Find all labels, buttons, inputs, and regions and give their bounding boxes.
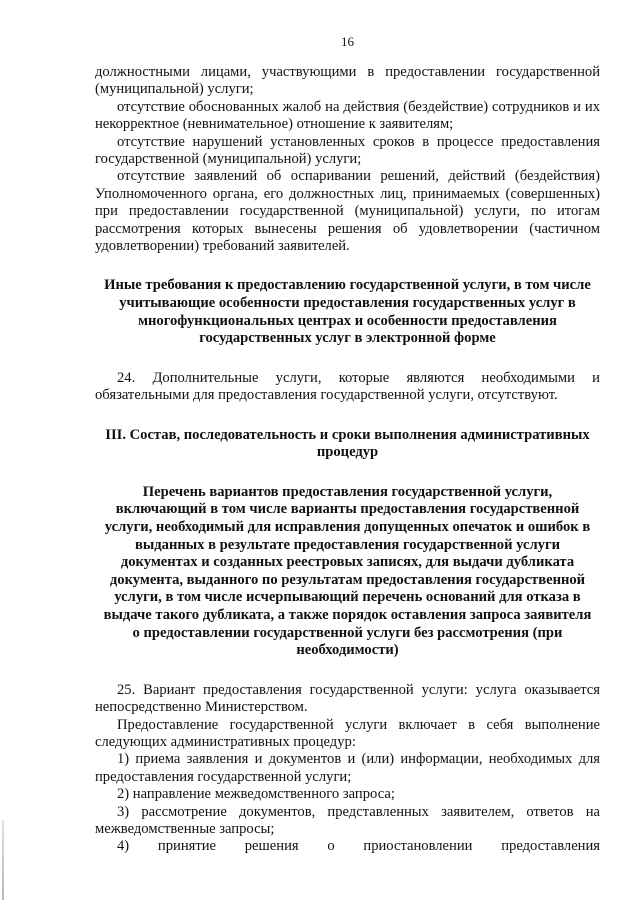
paragraph-item-24: 24. Дополнительные услуги, которые являются необходимыми и обязательными для предоставления государственной услуги, отсутствуют. <box>95 369 600 404</box>
paragraph-item-25: 25. Вариант предоставления государственной услуги: услуга оказывается непосредственно Министерством. <box>95 681 600 716</box>
procedure-item-2: 2) направление межведомственного запроса; <box>117 786 395 803</box>
paragraph-no-violations: отсутствие нарушений установленных сроков в процессе предоставления государственной (муниципальной) услуги; <box>95 133 600 168</box>
scan-edge-shadow <box>2 820 4 900</box>
page-number: 16 <box>341 34 354 49</box>
procedure-item-4: 4) принятие решения о приостановлении предоставления <box>117 838 600 855</box>
section-title-III: III. Состав, последовательность и сроки выполнения административных процедур <box>105 426 590 461</box>
procedure-item-3: 3) рассмотрение документов, представленных заявителем, ответов на межведомственные запросы; <box>95 803 600 838</box>
paragraph-no-complaints: отсутствие обоснованных жалоб на действия (бездействие) сотрудников и их некорректное (невнимательное) отношение к заявителям; <box>95 98 600 133</box>
paragraph-procedures-intro: Предоставление государственной услуги включает в себя выполнение следующих административных процедур: <box>95 716 600 750</box>
paragraph-no-disputes: отсутствие заявлений об оспаривании решений, действий (бездействия) Уполномоченного органа, его должностных лиц, принимаемых (совершенных) при предоставлении государственной (муниципальной) услуги, по итогам рассмотрения которых вынесены решения об удовлетворении (частичном удовлетворении) требований заявителей. <box>95 168 600 255</box>
heading-variants-list: Перечень вариантов предоставления государственной услуги, включающий в том числе варианты предоставления государственной услуги, необходимый для исправления допущенных опечаток и ошибок в выданных в результате предоставления государственной услуги документах и созданных реестровых записях, для выдачи дубликата документа, выданного по результатам предоставления государственной услуги, в том числе исчерпывающий перечень оснований для отказа в выдаче такого дубликата, а также порядок оставления запроса заявителя о предоставлении государственной услуги без рассмотрения (при необходимости) <box>103 483 592 659</box>
heading-other-requirements: Иные требования к предоставлению государственной услуги, в том числе учитывающие особенности предоставления государственных услуг в многофункциональных центрах и особенности предоставления государственных услуг в электронной форме <box>104 277 591 347</box>
procedure-item-1: 1) приема заявления и документов и (или) информации, необходимых для предоставления государственной услуги; <box>95 751 600 785</box>
paragraph-officials: должностными лицами, участвующими в предоставлении государственной (муниципальной) услуги; <box>95 64 600 98</box>
